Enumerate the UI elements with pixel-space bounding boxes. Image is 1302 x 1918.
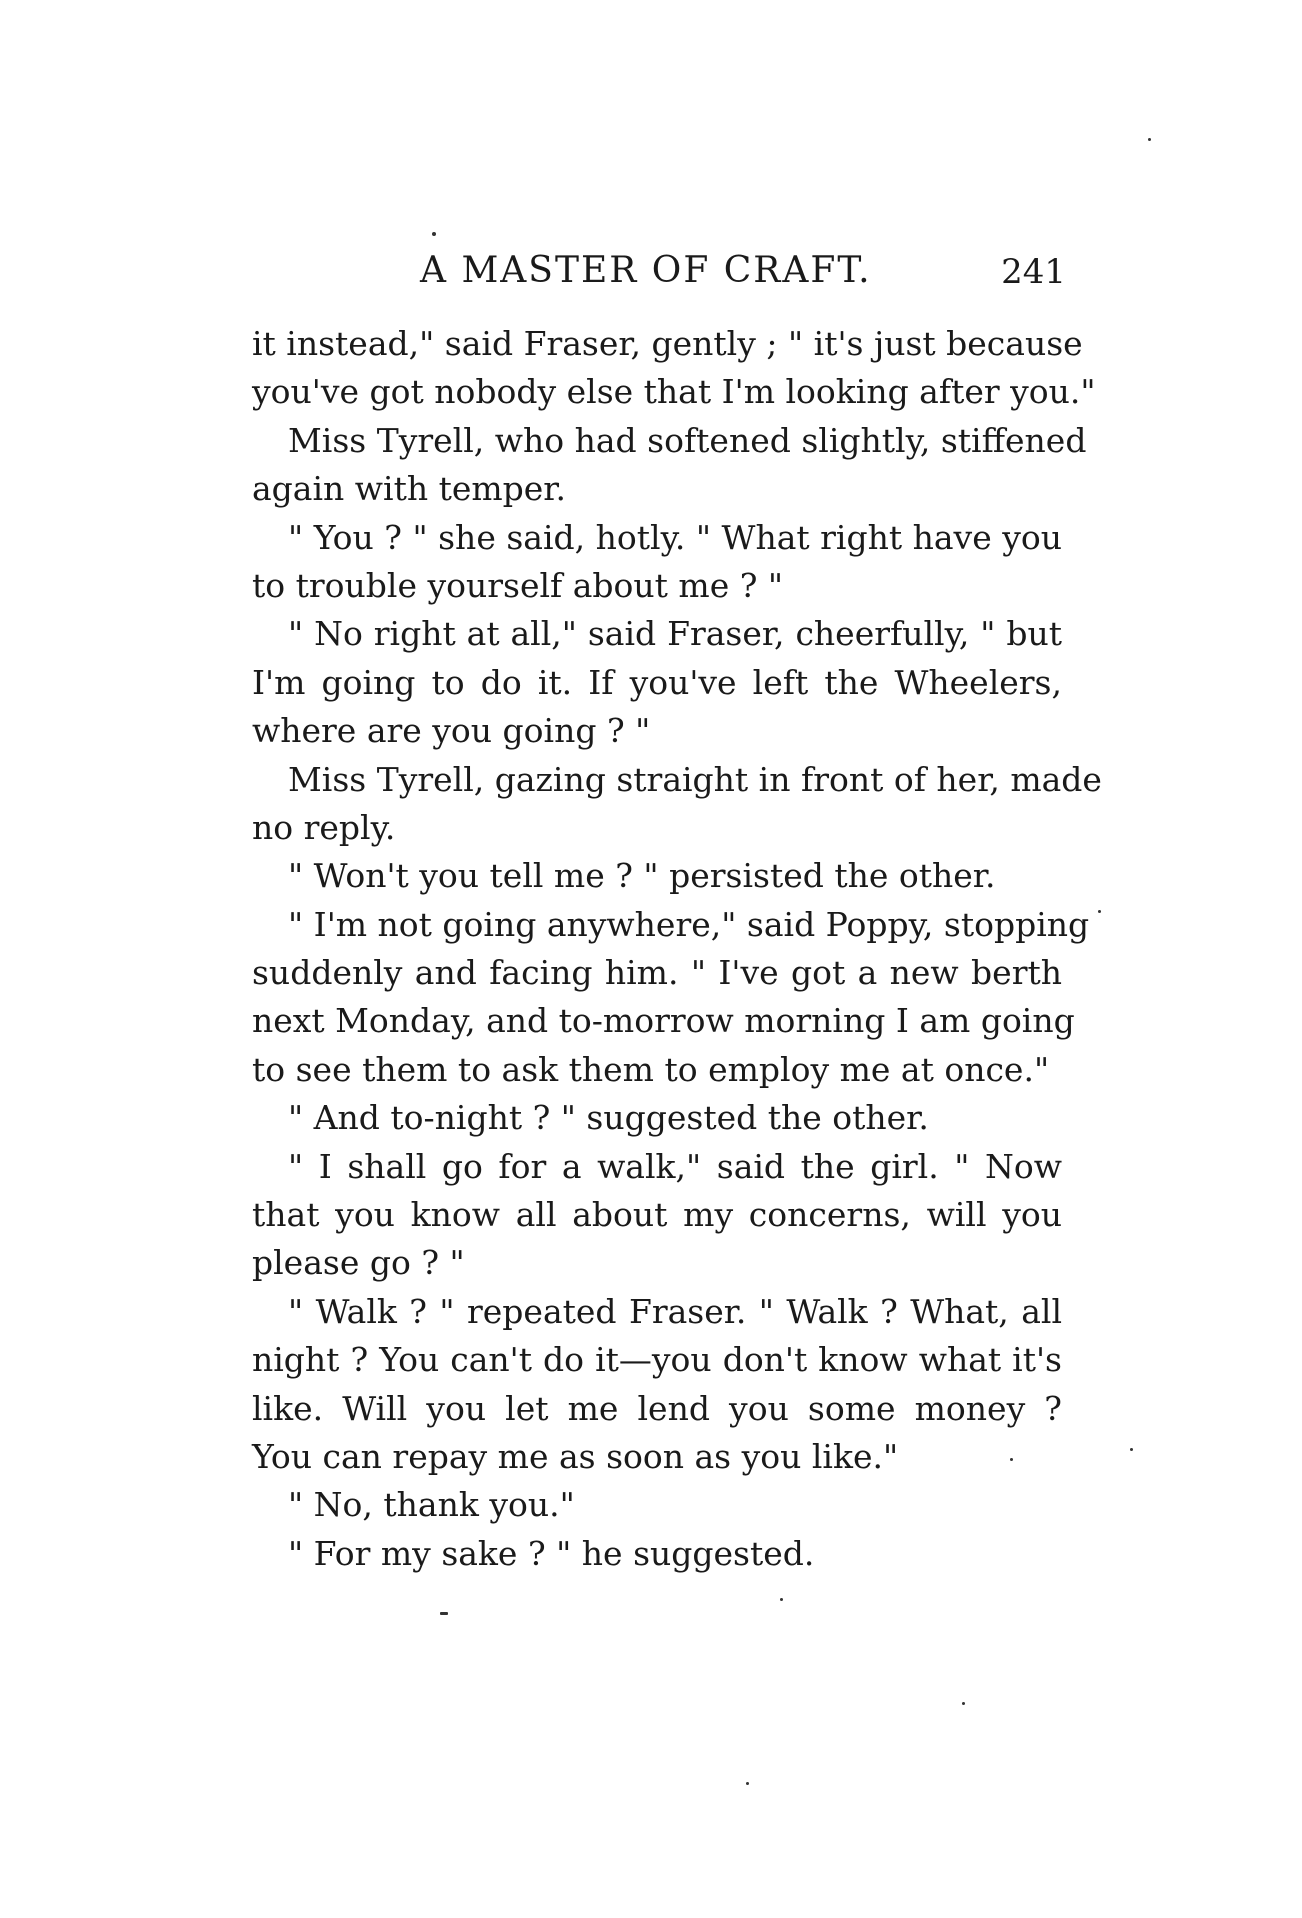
text-line: where are you going ? ": [252, 711, 651, 751]
text-line: You can repay me as soon as you like.": [252, 1436, 899, 1476]
text-line: it instead," said Fraser, gently ; " it's just because: [252, 324, 1083, 363]
body-text: [252, 320, 1102, 1578]
paper-speck: [1010, 1458, 1013, 1461]
text-line: " No right at all," said Fraser, cheerfully, " but: [288, 614, 1062, 654]
paper-speck: [1098, 910, 1101, 913]
text-line: " You ? " she said, hotly. " What right have you: [288, 517, 1062, 557]
text-line: to see them to ask them to employ me at once.": [252, 1049, 1050, 1089]
text-line: that you know all about my concerns, will you: [252, 1195, 1062, 1235]
text-line: please go ? ": [252, 1243, 465, 1283]
text-line: I'm going to do it. If you've left the Wheelers,: [252, 662, 1062, 702]
text-line: again with temper.: [252, 469, 566, 509]
text-line: to trouble yourself about me ? ": [252, 565, 784, 605]
paper-speck: [432, 232, 436, 236]
paper-speck: [440, 1612, 448, 1615]
text-line: " And to-night ? " suggested the other.: [288, 1098, 929, 1138]
text-line: no reply.: [252, 807, 396, 847]
text-line: " For my sake ? " he suggested.: [288, 1533, 815, 1573]
paper-speck: [780, 1598, 783, 1601]
paper-speck: [1148, 138, 1151, 141]
text-line: Miss Tyrell, gazing straight in front of her, made: [288, 759, 1102, 799]
text-line: " I'm not going anywhere," said Poppy, stopping: [288, 904, 1090, 944]
text-line: " No, thank you.": [288, 1485, 575, 1525]
text-line: suddenly and facing him. " I've got a new berth: [252, 953, 1062, 993]
paper-speck: [1130, 1448, 1133, 1451]
text-line: " Walk ? " repeated Fraser. " Walk ? What, all: [288, 1291, 1062, 1331]
text-line: you've got nobody else that I'm looking after you.": [252, 372, 1096, 412]
text-line: night ? You can't do it—you don't know what it's: [252, 1340, 1062, 1380]
page-number: 241: [1001, 252, 1066, 292]
text-line: Miss Tyrell, who had softened slightly, stiffened: [288, 420, 1087, 460]
text-line: " Won't you tell me ? " persisted the other.: [288, 856, 996, 896]
running-head-title: A MASTER OF CRAFT.: [420, 250, 872, 291]
paper-speck: [962, 1702, 965, 1705]
text-line: next Monday, and to-morrow morning I am going: [252, 1001, 1075, 1041]
text-line: " I shall go for a walk," said the girl. " Now: [288, 1146, 1062, 1186]
paper-speck: [746, 1782, 749, 1785]
text-line: like. Will you let me lend you some money ?: [252, 1388, 1062, 1428]
running-head: [420, 250, 1080, 300]
